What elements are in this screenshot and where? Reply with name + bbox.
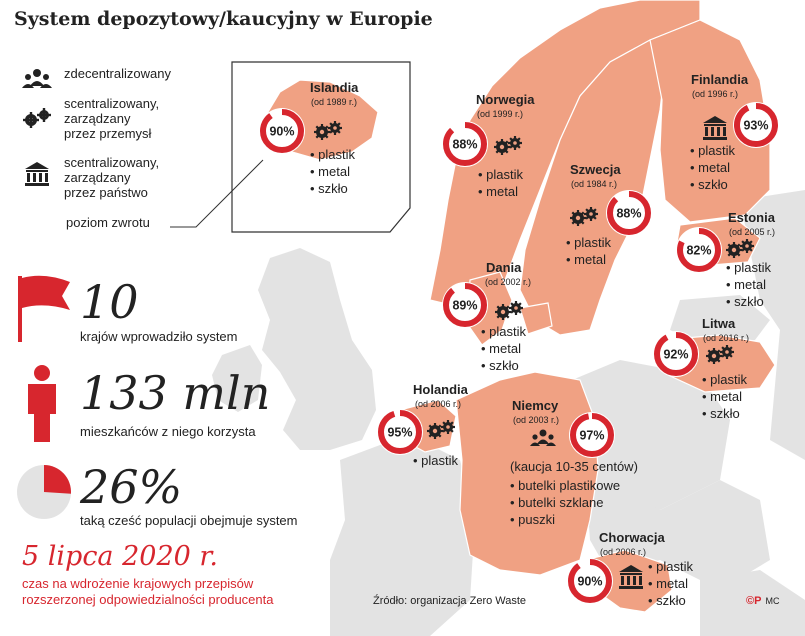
legend-label-decentralized: zdecentralizowany <box>64 66 171 81</box>
country-since-norwegia: (od 1999 r.) <box>477 109 524 119</box>
people-group-icon <box>530 430 556 447</box>
return-rate-label-chorwacja: 90% <box>577 574 603 589</box>
stat-share-label: taką cześć populacji obejmuje system <box>80 513 298 528</box>
country-since-estonia: (od 2005 r.) <box>729 227 776 237</box>
return-rate-label-szwecja: 88% <box>616 206 642 221</box>
country-since-niemcy: (od 2003 r.) <box>513 415 560 425</box>
country-since-holandia: (od 2006 r.) <box>415 399 462 409</box>
return-rate-label-dania: 89% <box>452 298 478 313</box>
materials-estonia: • plastik • metal • szkło <box>726 259 771 310</box>
country-name-litwa: Litwa <box>702 316 736 331</box>
return-rate-label-holandia: 95% <box>387 425 413 440</box>
gears-icon <box>314 121 342 140</box>
deadline-description: czas na wdrożenie krajowych przepisów rozszerzonej odpowiedzialności producenta <box>22 576 274 607</box>
country-since-litwa: (od 2016 r.) <box>703 333 750 343</box>
country-marker-holandia <box>377 409 455 455</box>
stat-people-value: 133 mln <box>80 366 271 420</box>
materials-chorwacja: • plastik • metal • szkło <box>648 558 693 609</box>
country-since-dania: (od 2002 r.) <box>485 277 532 287</box>
return-rate-label-norwegia: 88% <box>452 137 478 152</box>
gears-icon <box>495 301 523 320</box>
return-rate-label-niemcy: 97% <box>579 428 605 443</box>
legend-label-industry: scentralizowany, zarządzany przez przemysł <box>64 96 160 141</box>
deadline-date: 5 lipca 2020 r. <box>22 541 218 572</box>
legend-label-return-level: poziom zwrotu <box>66 215 150 230</box>
return-rate-label-islandia: 90% <box>269 124 295 139</box>
country-marker-norwegia <box>442 121 522 167</box>
gears-icon <box>427 420 455 439</box>
country-marker-szwecja <box>570 190 652 236</box>
legend-label-state: scentralizowany, zarządzany przez państwo <box>64 155 160 200</box>
country-since-finlandia: (od 1996 r.) <box>692 89 739 99</box>
country-name-holandia: Holandia <box>413 382 468 397</box>
return-rate-label-finlandia: 93% <box>743 118 769 133</box>
materials-holandia: • plastik <box>413 452 458 469</box>
return-rate-label-litwa: 92% <box>663 347 689 362</box>
materials-dania: • plastik • metal • szkło <box>481 323 526 374</box>
government-building-icon <box>619 565 643 589</box>
stat-countries-value: 10 <box>80 275 139 329</box>
country-since-chorwacja: (od 2006 r.) <box>600 547 647 557</box>
source-note: Źródło: organizacja Zero Waste <box>373 595 527 607</box>
country-name-dania: Dania <box>486 260 522 275</box>
return-rate-label-estonia: 82% <box>686 243 712 258</box>
materials-litwa: • plastik • metal • szkło <box>702 371 747 422</box>
stat-countries-label: krajów wprowadziło system <box>80 329 238 344</box>
country-since-szwecja: (od 1984 r.) <box>571 179 618 189</box>
materials-finlandia: • plastik • metal • szkło <box>690 142 735 193</box>
country-name-finlandia: Finlandia <box>691 72 749 87</box>
government-building-icon <box>703 116 727 140</box>
gears-icon <box>570 207 598 226</box>
credit-mark: ©P MC <box>746 595 780 607</box>
country-name-islandia: Islandia <box>310 80 359 95</box>
materials-islandia: • plastik • metal • szkło <box>310 146 355 197</box>
page-title: System depozytowy/kaucyjny w Europie <box>14 8 433 30</box>
gears-icon <box>706 345 734 364</box>
country-marker-chorwacja <box>567 558 643 604</box>
country-name-chorwacja: Chorwacja <box>599 530 665 545</box>
country-name-niemcy: Niemcy <box>512 398 559 413</box>
country-name-norwegia: Norwegia <box>476 92 535 107</box>
deposit-note-niemcy: (kaucja 10-35 centów) <box>510 459 638 474</box>
country-name-szwecja: Szwecja <box>570 162 621 177</box>
stat-people-label: mieszkańców z niego korzysta <box>80 424 256 439</box>
materials-niemcy: • butelki plastikowe • butelki szklane • puszki <box>510 477 620 528</box>
gears-icon <box>726 239 754 258</box>
materials-norwegia: • plastik • metal <box>478 166 523 200</box>
country-since-islandia: (od 1989 r.) <box>311 97 358 107</box>
country-marker-dania <box>442 282 523 328</box>
country-name-estonia: Estonia <box>728 210 775 225</box>
stat-share-value: 26% <box>80 460 183 514</box>
materials-szwecja: • plastik • metal <box>566 234 611 268</box>
gears-icon <box>494 136 522 155</box>
